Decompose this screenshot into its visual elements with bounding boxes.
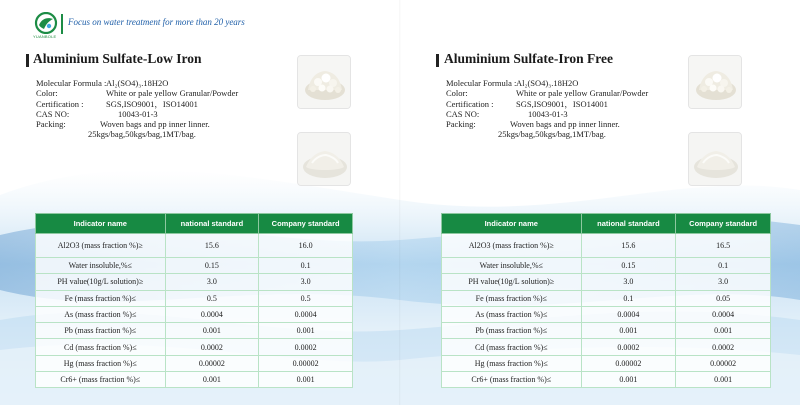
spec-label: Certification : <box>36 98 84 109</box>
spec-value: Al₂(SO4)₃.18H2O <box>516 78 579 88</box>
table-row <box>36 339 353 355</box>
product-photo-granular <box>297 55 351 109</box>
table-cell: 15.6 <box>165 234 259 258</box>
table-row <box>442 323 771 339</box>
column-header: Indicator name <box>36 214 166 234</box>
table-row <box>442 234 771 258</box>
spec-label: Certification : <box>446 98 494 109</box>
spec-value: Woven bags and pp inner linner. <box>510 119 620 130</box>
table-row <box>36 274 353 290</box>
table-cell: 3.0 <box>581 274 676 290</box>
table-row <box>442 274 771 290</box>
spec-row-packing <box>36 119 286 129</box>
table-cell: 15.6 <box>581 234 676 258</box>
table-cell: 0.00002 <box>165 355 259 371</box>
table-cell: Pb (mass fraction %)≤ <box>36 323 166 339</box>
table-cell: 0.001 <box>165 323 259 339</box>
product-title: Aluminium Sulfate-Iron Free <box>444 51 614 66</box>
table-row <box>36 372 353 388</box>
product-photo-granular <box>688 55 742 109</box>
indicator-table <box>441 213 771 388</box>
table-row <box>36 355 353 371</box>
table-cell: Fe (mass fraction %)≤ <box>442 290 582 306</box>
table-row <box>442 306 771 322</box>
table-cell: Cd (mass fraction %)≤ <box>36 339 166 355</box>
spec-label: Color: <box>446 88 468 99</box>
table-cell: 0.0004 <box>165 306 259 322</box>
spec-label: CAS NO: <box>446 108 480 119</box>
table-cell: 0.001 <box>259 372 353 388</box>
table-row <box>442 372 771 388</box>
tagline: Focus on water treatment for more than 20 years <box>68 17 245 27</box>
table-cell: Cd (mass fraction %)≤ <box>442 339 582 355</box>
table-cell: 0.00002 <box>581 355 676 371</box>
indicator-table <box>35 213 353 388</box>
title-marker <box>26 54 29 67</box>
spec-row-cas <box>446 109 696 119</box>
table-cell: 0.5 <box>259 290 353 306</box>
spec-label: Molecular Formula : <box>446 78 517 88</box>
table-cell: 16.5 <box>676 234 771 258</box>
spec-row-certification <box>36 99 286 109</box>
table-cell: 0.15 <box>165 258 259 274</box>
spec-row-packing-sizes <box>446 129 696 139</box>
table-cell: 0.0002 <box>259 339 353 355</box>
spec-row-formula <box>36 78 286 88</box>
table-cell: 0.001 <box>259 323 353 339</box>
table-cell: Cr6+ (mass fraction %)≤ <box>442 372 582 388</box>
table-cell: Al2O3 (mass fraction %)≥ <box>36 234 166 258</box>
table-cell: 0.0002 <box>676 339 771 355</box>
table-row <box>442 290 771 306</box>
table-cell: 0.1 <box>581 290 676 306</box>
table-cell: 0.05 <box>676 290 771 306</box>
column-header: national standard <box>165 214 259 234</box>
table-row <box>442 258 771 274</box>
spec-value: 25kgs/bag,50kgs/bag,1MT/bag. <box>498 129 606 140</box>
product-title: Aluminium Sulfate-Low Iron <box>33 51 202 66</box>
spec-value: Al₂(SO4)₃.18H2O <box>106 78 169 88</box>
table-cell: 0.001 <box>581 372 676 388</box>
table-header-row <box>442 214 771 234</box>
column-header: Company standard <box>676 214 771 234</box>
table-cell: 0.00002 <box>259 355 353 371</box>
table-cell: As (mass fraction %)≤ <box>442 306 582 322</box>
spec-row-packing <box>446 119 696 129</box>
spec-value: SGS,ISO9001，ISO14001 <box>106 98 198 109</box>
table-cell: 3.0 <box>259 274 353 290</box>
spec-value: White or pale yellow Granular/Powder <box>106 88 239 99</box>
company-logo-icon <box>34 12 58 34</box>
spec-value: 25kgs/bag,50kgs/bag,1MT/bag. <box>88 129 196 140</box>
column-header: Company standard <box>259 214 353 234</box>
table-cell: Al2O3 (mass fraction %)≥ <box>442 234 582 258</box>
table-cell: Water insoluble,%≤ <box>36 258 166 274</box>
table-cell: Pb (mass fraction %)≤ <box>442 323 582 339</box>
table-row <box>36 306 353 322</box>
table-cell: Water insoluble,%≤ <box>442 258 582 274</box>
table-cell: Hg (mass fraction %)≤ <box>36 355 166 371</box>
product-specs <box>36 78 286 140</box>
product-photo-powder <box>688 132 742 186</box>
table-cell: 0.001 <box>676 323 771 339</box>
spec-row-color <box>36 88 286 98</box>
table-row <box>442 355 771 371</box>
table-cell: As (mass fraction %)≤ <box>36 306 166 322</box>
spec-row-cas <box>36 109 286 119</box>
spec-value: Woven bags and pp inner linner. <box>100 119 210 130</box>
product-specs <box>446 78 696 140</box>
table-header-row <box>36 214 353 234</box>
table-row <box>36 290 353 306</box>
table-cell: 0.15 <box>581 258 676 274</box>
table-cell: 0.1 <box>676 258 771 274</box>
table-cell: 0.5 <box>165 290 259 306</box>
table-cell: PH value(10g/L solution)≥ <box>36 274 166 290</box>
table-cell: 0.0002 <box>165 339 259 355</box>
spec-row-color <box>446 88 696 98</box>
table-cell: 0.0002 <box>581 339 676 355</box>
column-header: Indicator name <box>442 214 582 234</box>
spec-value: 10043-01-3 <box>528 108 568 119</box>
table-cell: 3.0 <box>676 274 771 290</box>
table-row <box>36 258 353 274</box>
table-row <box>36 323 353 339</box>
spec-label: Packing: <box>446 119 476 130</box>
table-cell: 0.1 <box>259 258 353 274</box>
table-cell: 0.001 <box>676 372 771 388</box>
table-cell: PH value(10g/L solution)≥ <box>442 274 582 290</box>
table-cell: Cr6+ (mass fraction %)≤ <box>36 372 166 388</box>
spec-value: SGS,ISO9001，ISO14001 <box>516 98 608 109</box>
table-cell: 0.001 <box>581 323 676 339</box>
table-cell: 0.00002 <box>676 355 771 371</box>
spec-label: Packing: <box>36 119 66 130</box>
page-fold <box>399 0 401 405</box>
table-cell: 3.0 <box>165 274 259 290</box>
table-cell: 16.0 <box>259 234 353 258</box>
spec-row-packing-sizes <box>36 129 286 139</box>
table-cell: 0.001 <box>165 372 259 388</box>
spec-row-certification <box>446 99 696 109</box>
table-cell: Fe (mass fraction %)≤ <box>36 290 166 306</box>
spec-value: 10043-01-3 <box>118 108 158 119</box>
table-cell: 0.0004 <box>581 306 676 322</box>
column-header: national standard <box>581 214 676 234</box>
product-photo-powder <box>297 132 351 186</box>
title-marker <box>436 54 439 67</box>
logo-text: YUANBOLE <box>33 34 57 39</box>
spec-row-formula <box>446 78 696 88</box>
spec-label: CAS NO: <box>36 108 70 119</box>
table-cell: Hg (mass fraction %)≤ <box>442 355 582 371</box>
table-cell: 0.0004 <box>676 306 771 322</box>
spec-label: Molecular Formula : <box>36 78 107 88</box>
spec-value: White or pale yellow Granular/Powder <box>516 88 649 99</box>
table-row <box>442 339 771 355</box>
spec-label: Color: <box>36 88 58 99</box>
table-cell: 0.0004 <box>259 306 353 322</box>
tagline-divider <box>61 14 63 34</box>
table-row <box>36 234 353 258</box>
